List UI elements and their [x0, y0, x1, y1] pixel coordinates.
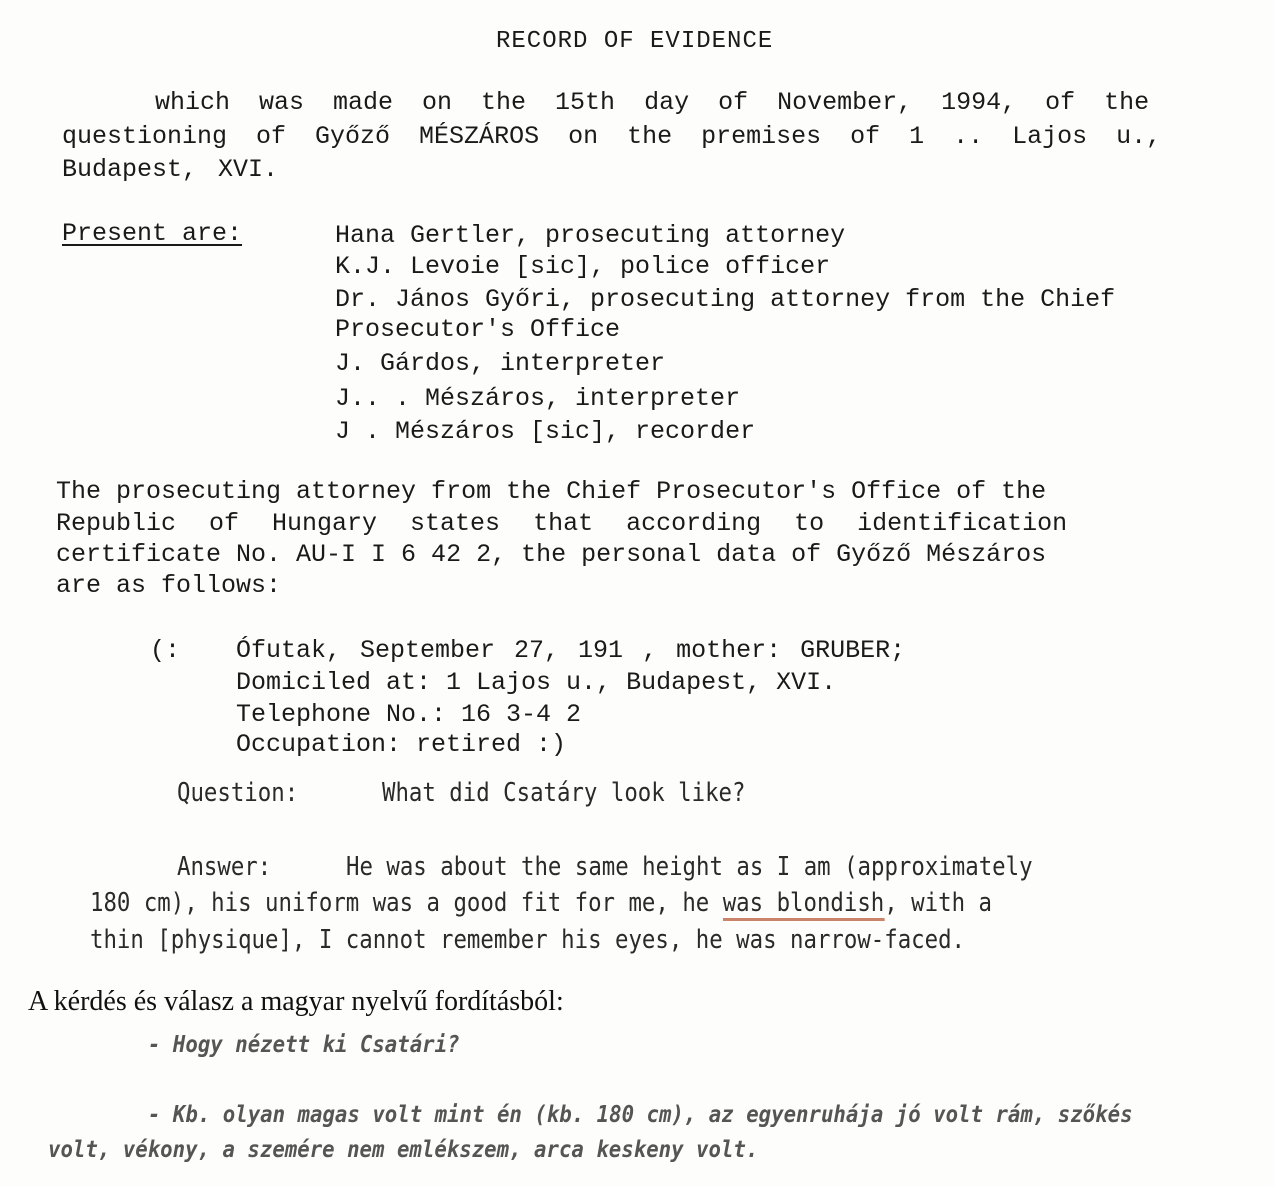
highlighted-phrase: was blondish [723, 888, 885, 921]
personal-data-line: Telephone No.: 16 3-4 2 [236, 700, 582, 729]
statement-line: certificate No. AU-I I 6 42 2, the personal data of Győző Mészáros [56, 540, 1047, 569]
statement-line: The prosecuting attorney from the Chief Prosecutor's Office of the [56, 477, 1047, 506]
present-person: Dr. János Győri, prosecuting attorney from the Chief [335, 285, 1116, 314]
answer-text: , with a [884, 888, 992, 918]
intro-line: Budapest, XVI. [62, 155, 279, 184]
present-person: J.. . Mészáros, interpreter [335, 384, 741, 413]
answer-label: Answer: [177, 852, 272, 882]
present-person: Hana Gertler, prosecuting attorney [335, 221, 846, 250]
present-person: K.J. Levoie [sic], police officer [335, 252, 831, 281]
answer-line [90, 888, 992, 918]
personal-data-line: Domiciled at: 1 Lajos u., Budapest, XVI. [236, 668, 837, 697]
statement-line: are as follows: [56, 571, 282, 600]
intro-line: which was made on the 15th day of November, 1994, of the [155, 88, 1150, 117]
document-title: RECORD OF EVIDENCE [496, 28, 774, 55]
hungarian-heading: A kérdés és válasz a magyar nyelvű fordításból: [28, 986, 564, 1017]
hungarian-answer-line: - Kb. olyan magas volt mint én (kb. 180 cm), az egyenruhája jó volt rám, szőkés [148, 1102, 1133, 1128]
statement-line: Republic of Hungary states that according to identification [56, 509, 1068, 538]
answer-line: thin [physique], I cannot remember his eyes, he was narrow-faced. [90, 925, 966, 955]
personal-data-marker: (: [150, 636, 181, 665]
answer-text: 180 cm), his uniform was a good fit for me, he [90, 888, 723, 918]
personal-data-line: Ófutak, September 27, 191 , mother: GRUBER; [236, 636, 906, 665]
hungarian-question: - Hogy nézett ki Csatári? [148, 1032, 460, 1058]
question-label: Question: [177, 778, 299, 808]
present-person: Prosecutor's Office [335, 315, 621, 344]
answer-line: He was about the same height as I am (approximately [346, 852, 1033, 882]
present-label: Present are: [62, 219, 243, 248]
hungarian-answer-line: volt, vékony, a szemére nem emlékszem, arca keskeny volt. [48, 1137, 759, 1163]
intro-line: questioning of Győző MÉSZÁROS on the premises of 1 .. Lajos u., [62, 122, 1162, 151]
present-person: J. Gárdos, interpreter [335, 349, 666, 378]
question-text: What did Csatáry look like? [382, 778, 746, 808]
present-person: J . Mészáros [sic], recorder [335, 417, 756, 446]
personal-data-line: Occupation: retired :) [236, 730, 567, 759]
